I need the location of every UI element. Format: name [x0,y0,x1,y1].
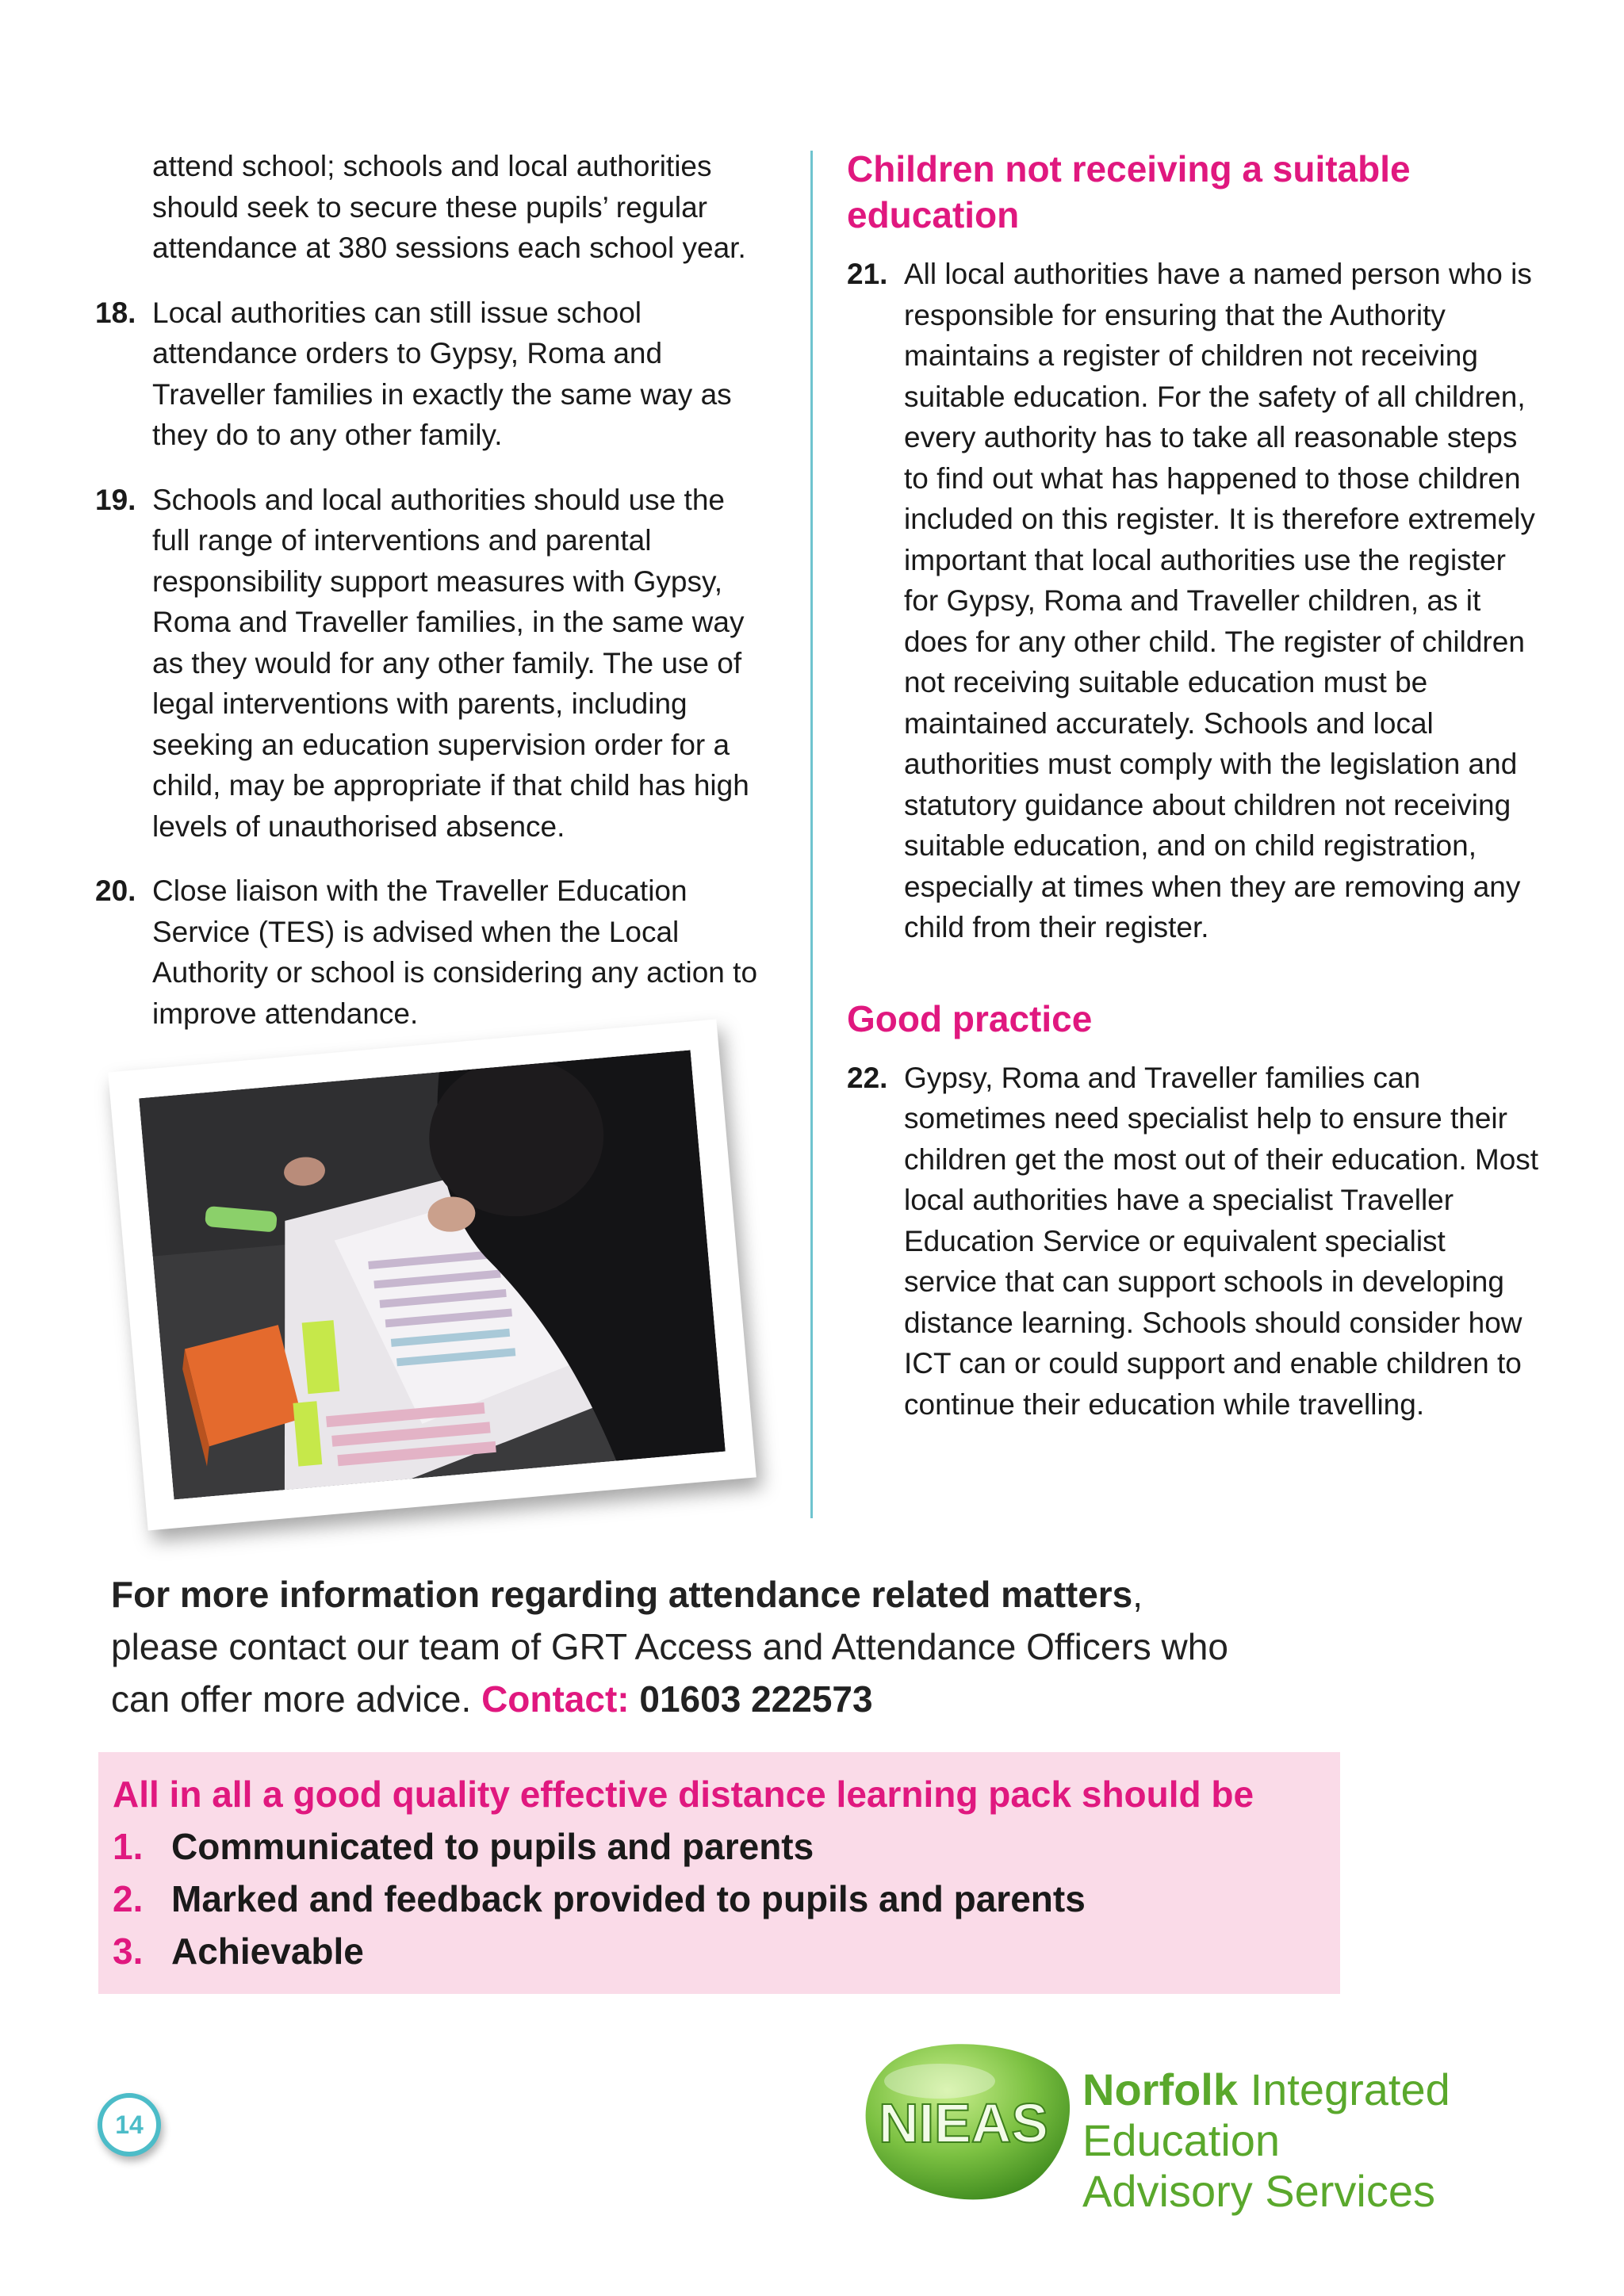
organisation-name-rest: Integrated Education [1082,2064,1450,2165]
summary-box-title: All in all a good quality effective distance learning pack should be [113,1774,1254,1815]
item-number: 19. [95,483,136,516]
section-heading-not-receiving: Children not receiving a suitable education [847,148,1411,235]
page-number-badge: 14 [98,2093,161,2156]
item-text: Gypsy, Roma and Traveller families can sometimes need specialist help to ensure their children get the most out of their education. Most local authorities have a specialist Traveller Education Service or equivalent specialist service that can support schools in developing distance learning. Schools should consider how ICT can or could support and enable children to continue their education while travelling. [904,1061,1539,1421]
right-column [847,146,1545,1448]
organisation-name-bold: Norfolk [1082,2064,1238,2114]
item-text: Schools and local authorities should use the full range of interventions and parental responsibility support measures with Gypsy, Roma and Traveller families, in the same way as they would for any other family. The use of legal interventions with parents, including seeking an education supervision order for a child, may be appropriate if that child has high levels of unauthorised absence. [152,483,749,843]
organisation-name-line-2: Advisory Services [1082,2166,1436,2216]
contact-line-3-text: can offer more advice. [111,1678,472,1720]
item-text: Local authorities can still issue school attendance orders to Gypsy, Roma and Traveller families in exactly the same way as they do to any other family. [152,296,732,451]
photo-illustration [139,1050,726,1500]
summary-item-number: 2. [113,1878,144,1919]
contact-line-3 [111,1673,1380,1725]
summary-item-number: 3. [113,1931,144,1972]
summary-item-text: Marked and feedback provided to pupils and parents [171,1878,1086,1919]
summary-item-text: Communicated to pupils and parents [171,1826,814,1867]
item-number: 20. [95,874,136,907]
contact-information [111,1568,1380,1725]
item-number: 18. [95,296,136,329]
item-22 [847,1058,1545,1425]
item-number: 21. [847,258,888,290]
summary-item [113,1930,364,1973]
contact-lead: For more information regarding attendance related matters [111,1574,1133,1615]
nieas-logo-blob [860,2038,1074,2204]
summary-box [98,1752,1340,1994]
organisation-name [1082,2064,1558,2217]
contact-label: Contact: [481,1678,630,1720]
item-19 [95,480,769,848]
item-21 [847,254,1545,948]
organisation-name-line-1 [1082,2064,1558,2166]
summary-item [113,1877,1086,1920]
summary-item [113,1825,814,1868]
photo-image [139,1050,726,1500]
item-number: 22. [847,1061,888,1094]
contact-lead-suffix: , [1132,1574,1143,1615]
item-20 [95,871,769,1034]
item-text: Close liaison with the Traveller Education Service (TES) is advised when the Local Authority or school is considering any action to improve attendance. [152,874,758,1030]
item-18 [95,293,769,456]
section-heading-good-practice: Good practice [847,997,1093,1039]
summary-item-number: 1. [113,1826,144,1867]
column-divider [810,151,813,1518]
contact-line-1 [111,1568,1380,1621]
logo-text: NIEAS [879,2092,1048,2154]
left-column [95,146,769,1058]
contact-phone: 01603 222573 [639,1678,873,1720]
item-text: All local authorities have a named person who is responsible for ensuring that the Authority maintains a register of children not receiving suitable education. For the safety of all children, every authority has to take all reasonable steps to find out what has happened to those children included on this register. It is therefore extremely important that local authorities use the register for Gypsy, Roma and Traveller children, as it does for any other child. The register of children not receiving suitable education must be maintained accurately. Schools and local authorities must comply with the legislation and statutory guidance about children not receiving suitable education, and on child registration, especially at times when they are removing any child from their register. [904,258,1535,943]
photo-pupil-working [108,1020,756,1531]
summary-item-text: Achievable [171,1931,364,1972]
continuation-paragraph: attend school; schools and local authorities should seek to secure these pupils’ regular attendance at 380 sessions each school year. [152,150,746,264]
nieas-logo [860,2038,1558,2216]
contact-line-2: please contact our team of GRT Access and Attendance Officers who [111,1626,1228,1667]
